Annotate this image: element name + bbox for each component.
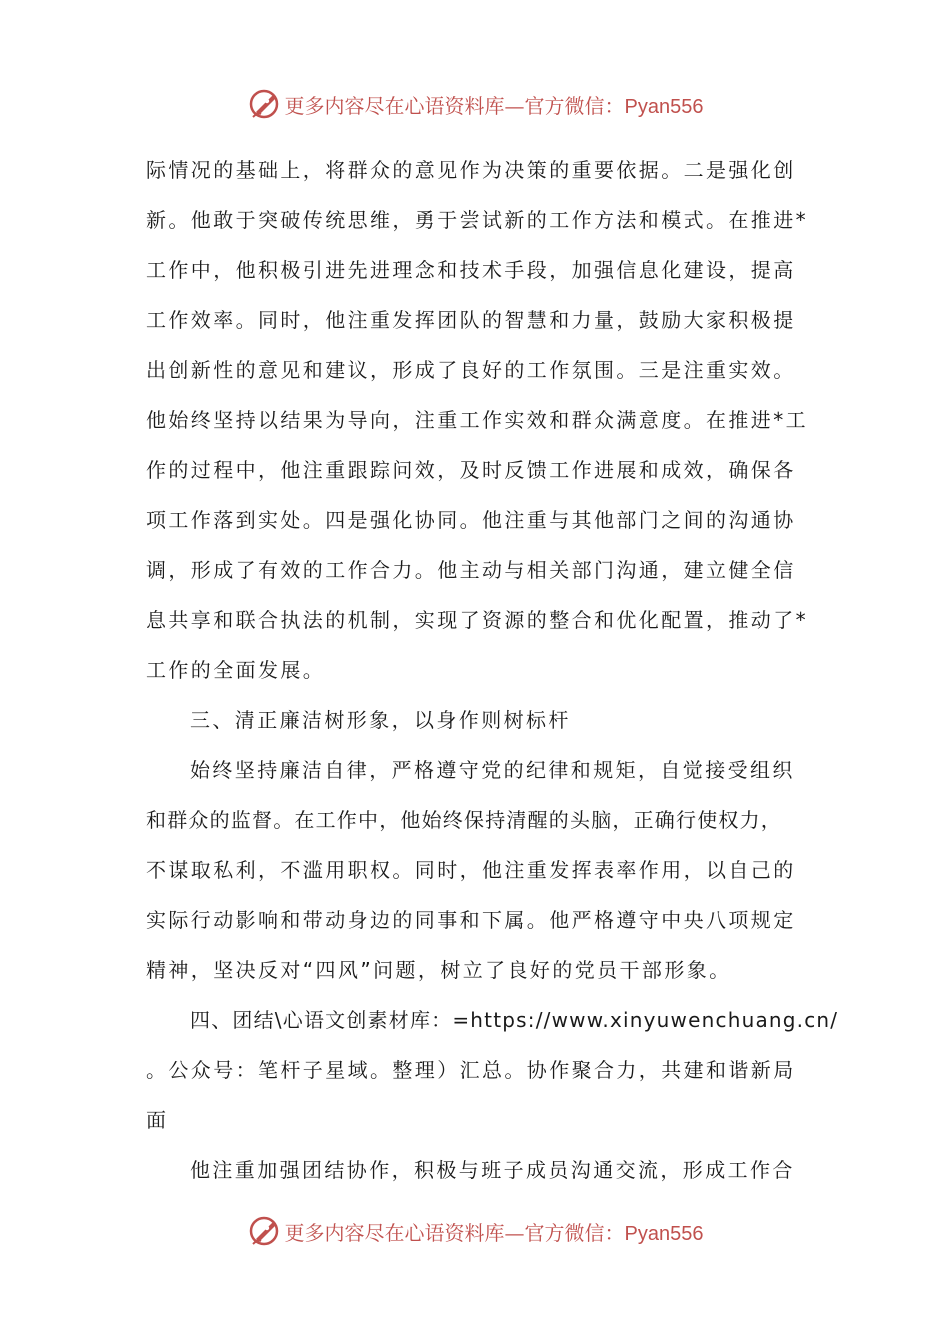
footer-banner-inner xyxy=(247,1214,704,1248)
body-line: 新。他敢于突破传统思维，勇于尝试新的工作方法和模式。在推进* xyxy=(146,208,808,232)
body-line: 实际行动影响和带动身边的同事和下属。他严格遵守中央八项规定 xyxy=(146,908,796,932)
body-line: 他注重加强团结协作，积极与班子成员沟通交流，形成工作合 xyxy=(190,1158,795,1182)
body-line: 始终坚持廉洁自律，严格遵守党的纪律和规矩，自觉接受组织 xyxy=(190,758,795,782)
body-line: 息共享和联合执法的机制，实现了资源的整合和优化配置，推动了* xyxy=(146,608,808,632)
header-wechat-id: Pyan556 xyxy=(624,95,704,118)
body-line: 出创新性的意见和建议，形成了良好的工作氛围。三是注重实效。 xyxy=(146,358,796,382)
footer-banner xyxy=(0,1211,950,1251)
body-line: 际情况的基础上，将群众的意见作为决策的重要依据。二是强化创 xyxy=(146,158,796,182)
body-line: 工作中，他积极引进先进理念和技术手段，加强信息化建设，提高 xyxy=(146,258,796,282)
header-banner-inner xyxy=(247,87,704,121)
body-line: 精神，坚决反对“四风”问题，树立了良好的党员干部形象。 xyxy=(146,958,732,982)
footer-banner-label: 更多内容尽在心语资料库—官方微信： xyxy=(284,1220,625,1245)
body-line: 工作效率。同时，他注重发挥团队的智慧和力量，鼓励大家积极提 xyxy=(146,308,796,332)
body-line: 他始终坚持以结果为导向，注重工作实效和群众满意度。在推进*工 xyxy=(146,408,808,432)
pen-logo-icon xyxy=(247,1214,281,1248)
body-line: 工作的全面发展。 xyxy=(146,658,326,682)
footer-banner-text xyxy=(285,1217,704,1246)
pen-logo-icon xyxy=(247,87,281,121)
body-line: 和群众的监督。在工作中，他始终保持清醒的头脑，正确行使权力， xyxy=(146,808,782,832)
header-banner xyxy=(0,84,950,124)
section-heading: 三、清正廉洁树形象，以身作则树标杆 xyxy=(190,708,571,732)
footer-wechat-id: Pyan556 xyxy=(624,1222,704,1245)
body-line: 调，形成了有效的工作合力。他主动与相关部门沟通，建立健全信 xyxy=(146,558,796,582)
header-banner-text xyxy=(285,90,704,119)
body-line: 不谋取私利，不滥用职权。同时，他注重发挥表率作用，以自己的 xyxy=(146,858,796,882)
body-line: 面 xyxy=(146,1108,169,1132)
section-heading-with-link: 四、团结\心语文创素材库：=https://www.xinyuwenchuang.cn/ xyxy=(190,1008,839,1032)
body-line: 项工作落到实处。四是强化协同。他注重与其他部门之间的沟通协 xyxy=(146,508,796,532)
document-body xyxy=(146,145,839,1195)
body-line: 作的过程中，他注重跟踪问效，及时反馈工作进展和成效，确保各 xyxy=(146,458,796,482)
body-line: 。公众号：笔杆子星域。整理）汇总。协作聚合力，共建和谐新局 xyxy=(146,1058,796,1082)
header-banner-label: 更多内容尽在心语资料库—官方微信： xyxy=(284,93,625,118)
